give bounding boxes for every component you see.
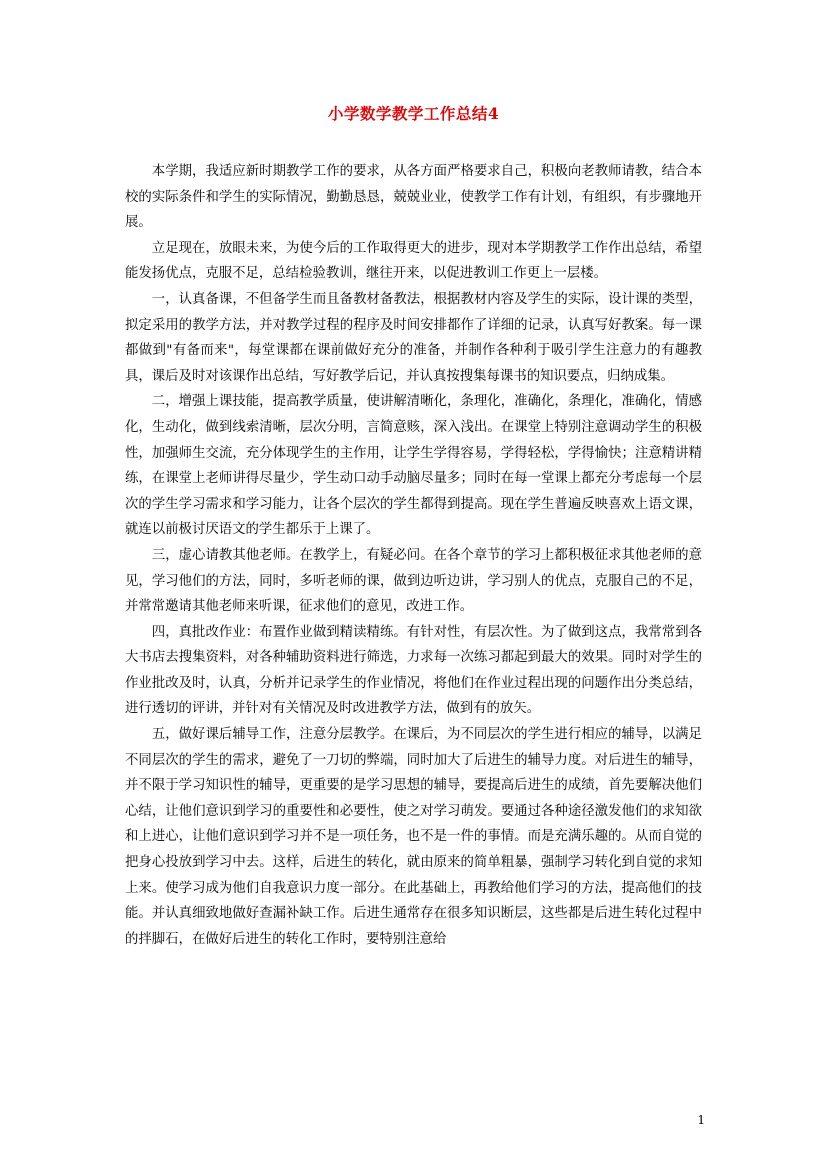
paragraph-section-4: 四，真批改作业：布置作业做到精读精练。有针对性，有层次性。为了做到这点，我常常到各大书店去搜集资料，对各种辅助资料进行筛选，力求每一次练习都起到最大的效果。同时对学生的作业批改及时，认真，分析并记录学生的作业情况，将他们在作业过程出现的问题作出分类总结，进行透切的评讲，并针对有关情况及时改进教学方法，做到有的放矢。 (125, 624, 702, 717)
paragraph-summary: 立足现在，放眼未来，为使今后的工作取得更大的进步，现对本学期教学工作作出总结，希望能发扬优点，克服不足，总结检验教训，继往开来，以促进教训工作更上一层楼。 (125, 240, 702, 282)
page-number: 1 (697, 1113, 705, 1127)
document-body (125, 159, 702, 952)
document-title: 小学数学教学工作总结4 (327, 104, 500, 123)
paragraph-section-2: 二，增强上课技能，提高教学质量，使讲解清晰化，条理化，准确化，条理化，准确化，情感化，生动化，做到线索清晰，层次分明，言简意赅，深入浅出。在课堂上特别注意调动学生的积极性，加强师生交流，充分体现学生的主作用，让学生学得容易，学得轻松，学得愉快；注意精讲精练，在课堂上老师讲得尽量少，学生动口动手动脑尽量多；同时在每一堂课上都充分考虑每一个层次的学生学习需求和学习能力，让各个层次的学生都得到提高。现在学生普遍反映喜欢上语文课，就连以前极讨厌语文的学生都乐于上课了。 (125, 394, 702, 538)
paragraph-section-3: 三，虚心请教其他老师。在教学上，有疑必问。在各个章节的学习上都积极征求其他老师的意见，学习他们的方法，同时，多听老师的课，做到边听边讲，学习别人的优点，克服自己的不足，并常常邀请其他老师来听课，征求他们的意见，改进工作。 (125, 547, 702, 615)
paragraph-section-5: 五，做好课后辅导工作，注意分层教学。在课后，为不同层次的学生进行相应的辅导，以满足不同层次的学生的需求，避免了一刀切的弊端，同时加大了后进生的辅导力度。对后进生的辅导，并不限于学习知识性的辅导，更重要的是学习思想的辅导，要提高后进生的成绩，首先要解决他们心结，让他们意识到学习的重要性和必要性，使之对学习萌发。要通过各种途径激发他们的求知欲和上进心，让他们意识到学习并不是一项任务，也不是一件的事情。而是充满乐趣的。从而自觉的把身心投放到学习中去。这样，后进生的转化，就由原来的简单粗暴，强制学习转化到自觉的求知上来。使学习成为他们自我意识力度一部分。在此基础上，再教给他们学习的方法，提高他们的技能。并认真细致地做好查漏补缺工作。后进生通常存在很多知识断层，这些都是后进生转化过程中的拌脚石，在做好后进生的转化工作时，要特别注意给 (125, 727, 702, 947)
paragraph-section-1: 一，认真备课，不但备学生而且备教材备教法，根据教材内容及学生的实际，设计课的类型，拟定采用的教学方法，并对教学过程的程序及时间安排都作了详细的记录，认真写好教案。每一课都做到"有备而来"，每堂课都在课前做好充分的准备，并制作各种利于吸引学生注意力的有趣教具，课后及时对该课作出总结，写好教学后记，并认真按搜集每课书的知识要点，归纳成集。 (125, 291, 702, 384)
paragraph-intro: 本学期，我适应新时期教学工作的要求，从各方面严格要求自己，积极向老教师请教，结合本校的实际条件和学生的实际情况，勤勤恳恳，兢兢业业，使教学工作有计划，有组织，有步骤地开展。 (125, 164, 702, 231)
